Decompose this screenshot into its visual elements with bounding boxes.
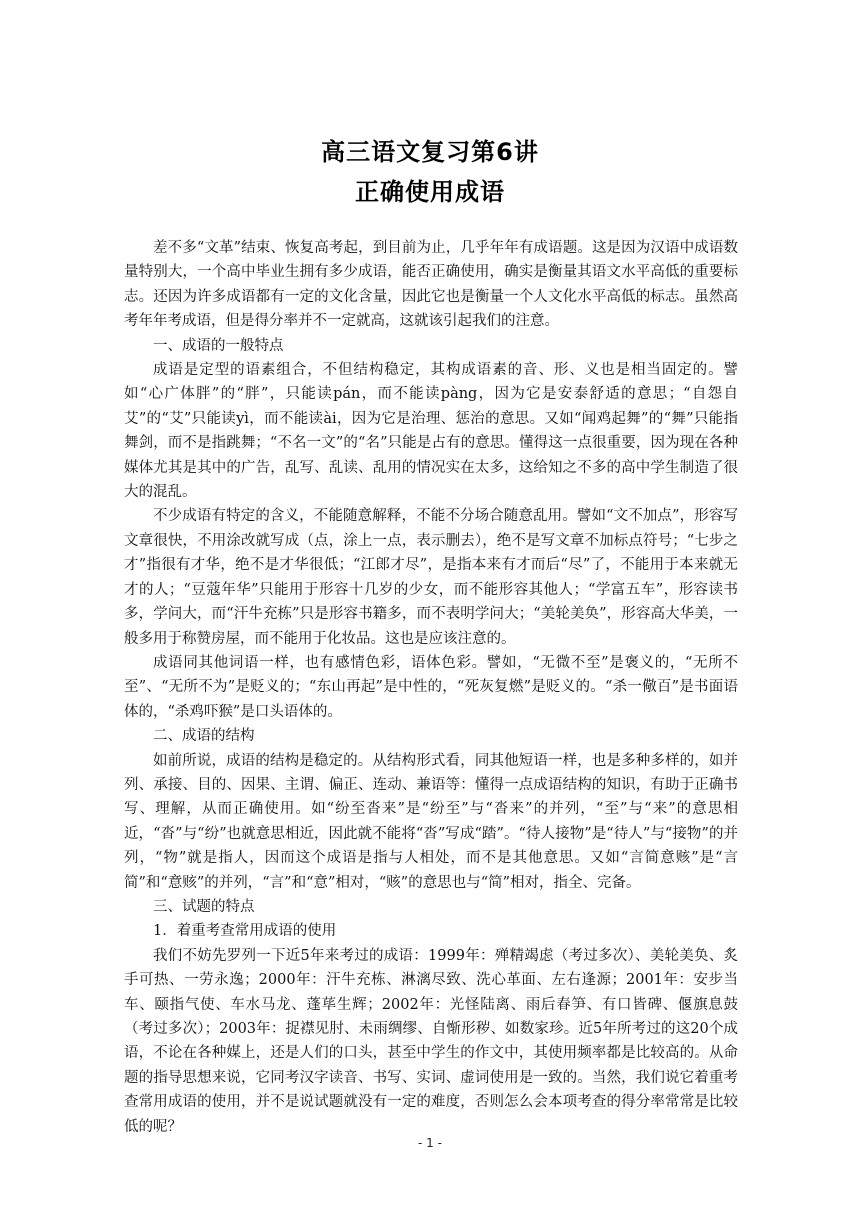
paragraph-recent-exams: 我们不妨先罗列一下近5年来考过的成语：1999年：殚精竭虑（考过多次）、美轮美奂、炙手可热、一劳永逸；2000年：汗牛充栋、淋漓尽致、洗心革面、左右逢源；2001年：安步当车、颐指气使、车水马龙、蓬荜生辉；2002年：光怪陆离、雨后春笋、有口皆碑、偃旗息鼓（考过多次）；2003年：捉襟见肘、未雨绸缪、自惭形秽、如数家珍。近5年所考过的这20个成语，不论在各种媒上，还是人们的口头，甚至中学生的作文中，其使用频率都是比较高的。从命题的指导思想来说，它同考汉字读音、书写、实词、虚词使用是一致的。当然，我们说它着重考查常用成语的使用，并不是说试题就没有一定的难度，否则怎么会本项考查的得分率常常是比较低的呢？ — [124, 947, 738, 1135]
paragraph-fixed-form: 成语是定型的语素组合，不但结构稳定，其构成语素的音、形、义也是相当固定的。譬如“心广体胖”的“胖”，只能读pán，而不能读pàng，因为它是安泰舒适的意思；“自怨自艾”的“艾”只能读yì，而不能读ài，因为它是治理、惩治的意思。又如“闻鸡起舞”的“舞”只能指舞剑，而不是指跳舞；“不名一文”的“名”只能是占有的意思。懂得这一点很重要，因为现在各种媒体尤其是其中的广告，乱写、乱读、乱用的情况实在太多，这给知之不多的高中学生制造了很大的混乱。 — [124, 362, 738, 501]
document-subtitle: 正确使用成语 — [355, 178, 505, 206]
document-body — [124, 236, 738, 1139]
page-number: - 1 - — [418, 1136, 442, 1150]
intro-paragraph: 差不多“文革”结束、恢复高考起，到目前为止，几乎年年有成语题。这是因为汉语中成语数量特别大，一个高中毕业生拥有多少成语，能否正确使用，确实是衡量其语文水平高低的重要标志。还因为许多成语都有一定的文化含量，因此它也是衡量一个人文化水平高低的标志。虽然高考年年考成语，但是得分率并不一定就高，这就该引起我们的注意。 — [124, 240, 738, 330]
paragraph-structure: 如前所说，成语的结构是稳定的。从结构形式看，同其他短语一样，也是多种多样的，如并列、承接、目的、因果、主谓、偏正、连动、兼语等：懂得一点成语结构的知识，有助于正确书写、理解，从而正确使用。如“纷至沓来”是“纷至”与“沓来”的并列，“至”与“来”的意思相近，“沓”与“纷”也就意思相近，因此就不能将“沓”写成“踏”。“待人接物”是“待人”与“接物”的并列，“物”就是指人，因而这个成语是指与人相处，而不是其他意思。又如“言简意赅”是“言简”和“意赅”的并列，“言”和“意”相对，“赅”的意思也与“简”相对，指全、完备。 — [124, 752, 738, 891]
subheading-common-idioms: 1．着重考查常用成语的使用 — [153, 923, 337, 940]
title-block — [0, 132, 860, 212]
paragraph-color: 成语同其他词语一样，也有感情色彩，语体色彩。譬如，“无微不至”是褒义的，“无所不至”、“无所不为”是贬义的；“东山再起”是中性的，“死灰复燃”是贬义的。“杀一儆百”是书面语体的，“杀鸡吓猴”是口头语体的。 — [124, 654, 738, 720]
section-heading-exam-features: 三、试题的特点 — [153, 898, 255, 915]
section-heading-structure: 二、成语的结构 — [153, 728, 255, 745]
section-heading-characteristics: 一、成语的一般特点 — [153, 337, 284, 354]
document-title: 高三语文复习第6讲 — [321, 138, 539, 166]
paragraph-specific-meaning: 不少成语有特定的含义，不能随意解释，不能不分场合随意乱用。譬如“文不加点”，形容写文章很快，不用涂改就写成（点，涂上一点，表示删去），绝不是写文章不加标点符号；“七步之才”指很有才华，绝不是才华很低；“江郎才尽”，是指本来有才而后“尽”了，不能用于本来就无才的人；“豆蔻年华”只能用于形容十几岁的少女，而不能形容其他人；“学富五车”，形容读书多，学问大，而“汗牛充栋”只是形容书籍多，而不表明学问大；“美轮美奂”，形容高大华美，一般多用于称赞房屋，而不能用于化妆品。这也是应该注意的。 — [124, 508, 738, 647]
